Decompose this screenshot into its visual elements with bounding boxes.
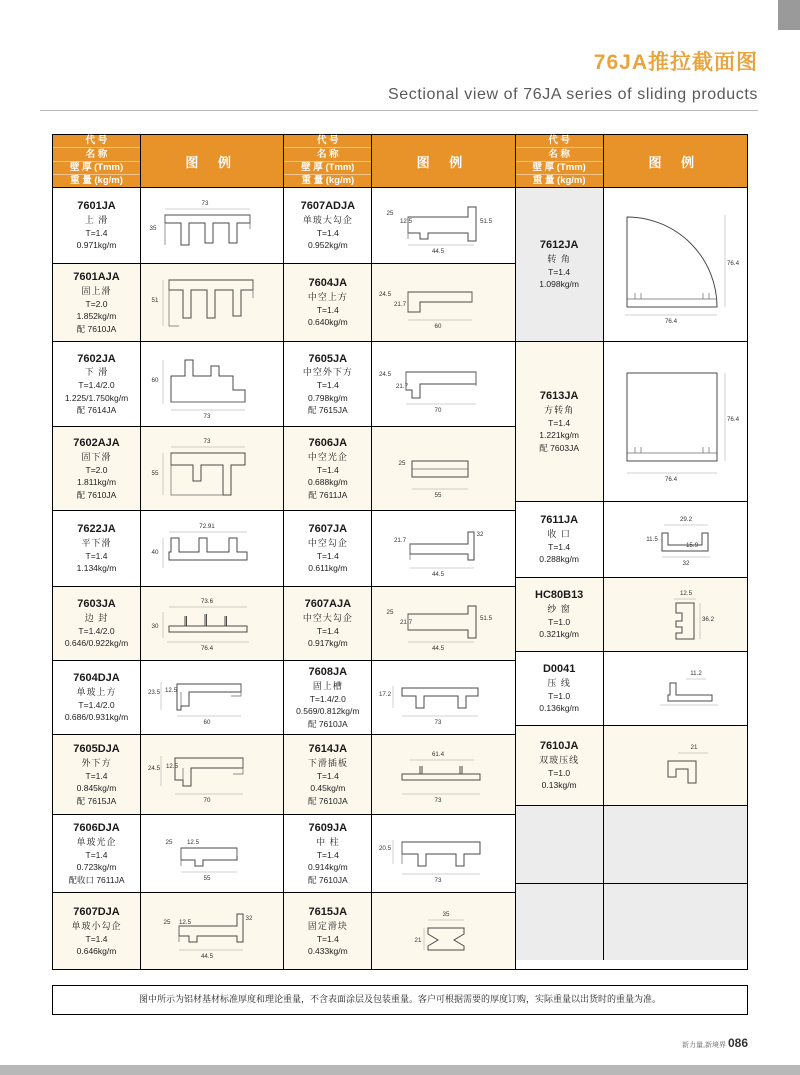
profile-name: 单玻光企 (76, 836, 117, 847)
svg-text:21: 21 (414, 937, 422, 944)
table-row (284, 735, 514, 815)
row-info (53, 342, 141, 426)
header-legend: 图 例 (372, 135, 514, 187)
profile-name: 固定滑块 (307, 920, 348, 931)
profile-match: 配 7610JA (307, 874, 348, 885)
profile-weight: 0.845kg/m (76, 783, 117, 794)
profile-weight: 0.646kg/m (76, 945, 117, 956)
profile-match: 配 7610JA (76, 489, 117, 500)
row-info (284, 511, 372, 586)
svg-text:11.5: 11.5 (646, 535, 658, 543)
profile-weight: 0.321kg/m (539, 629, 579, 640)
row-info (53, 188, 141, 263)
profile-figure (141, 735, 283, 814)
svg-text:44.5: 44.5 (431, 570, 445, 578)
row-info (53, 511, 141, 586)
profile-code: 7601AJA (73, 271, 120, 284)
profile-weight: 1.221kg/m (539, 430, 579, 441)
header-weight: 重 量 (kg/m) (70, 175, 123, 187)
svg-text:25: 25 (398, 459, 406, 467)
profile-code: 7602JA (77, 352, 116, 365)
profile-name: 外下方 (81, 757, 112, 768)
header-thickness: 壁 厚 (Tmm) (516, 162, 603, 175)
svg-text:15.9: 15.9 (685, 541, 698, 549)
svg-text:51: 51 (151, 296, 159, 304)
svg-text:40: 40 (151, 548, 159, 556)
profile-thickness: T=1.4 (316, 933, 339, 944)
profile-figure (604, 502, 747, 577)
svg-text:29.2: 29.2 (679, 515, 692, 523)
row-info (516, 578, 604, 651)
profile-thickness: T=1.4 (316, 770, 339, 781)
profile-thickness: T=1.4/2.0 (78, 700, 115, 711)
svg-text:60: 60 (151, 377, 159, 384)
profile-name: 中空外下方 (302, 367, 353, 378)
profile-name: 方转角 (544, 404, 575, 415)
profile-weight: 0.688kg/m (307, 477, 348, 488)
profile-name: 双玻压线 (539, 755, 580, 766)
footnote: 图中所示为铝材基材标准厚度和理论重量，不含表面涂层及包装重量。客户可根据需要的厚度订购，实际重量以出货时的重量为准。 (52, 985, 748, 1015)
profile-thickness: T=1.4 (316, 626, 339, 637)
table-row (516, 188, 747, 342)
profile-weight: 0.640kg/m (307, 317, 348, 328)
profile-thickness: T=1.4 (316, 464, 339, 475)
profile-figure (604, 188, 747, 341)
profile-code: D0041 (542, 663, 576, 676)
profile-code: 7615JA (308, 905, 348, 918)
profile-figure (141, 893, 283, 969)
profile-match: 配 7611JA (308, 489, 348, 500)
row-info (284, 893, 372, 969)
profile-name: 中空大勾企 (302, 613, 353, 624)
profile-code: 7611JA (540, 514, 579, 527)
profile-code: 7607JA (308, 523, 348, 536)
svg-text:24.5: 24.5 (378, 290, 392, 298)
table-row (284, 815, 514, 893)
svg-text:20.5: 20.5 (378, 844, 392, 852)
column-header (284, 135, 514, 188)
svg-text:23.5: 23.5 (147, 688, 160, 696)
profile-name: 收 口 (547, 529, 571, 540)
profile-thickness: T=1.0 (548, 617, 571, 628)
profile-weight: 0.611kg/m (308, 563, 348, 574)
profile-code: 7612JA (539, 239, 579, 252)
profile-thickness: T=1.4 (316, 305, 339, 316)
svg-text:12.5: 12.5 (399, 217, 413, 225)
profile-code: 7614JA (308, 743, 348, 756)
svg-text:55: 55 (203, 874, 211, 882)
row-info (516, 502, 604, 577)
profile-code: 7604JA (308, 277, 348, 290)
profile-name: 固上槽 (312, 680, 343, 691)
table-row (53, 342, 283, 427)
profile-weight: 1.225/1.750kg/m (64, 392, 129, 403)
profile-figure (372, 893, 514, 969)
profile-match: 配收口 7611JA (68, 874, 125, 885)
profile-thickness: T=2.0 (85, 298, 108, 309)
header-code: 代 号 (284, 135, 371, 148)
svg-text:25: 25 (165, 838, 173, 846)
profile-thickness: T=1.4 (85, 770, 108, 781)
profile-thickness: T=1.0 (548, 691, 571, 702)
profile-figure (372, 815, 514, 892)
svg-text:76.4: 76.4 (665, 317, 678, 325)
profile-code: 7606JA (308, 437, 348, 450)
profile-thickness: T=2.0 (85, 464, 108, 475)
profile-figure (604, 652, 747, 725)
profile-weight: 0.136kg/m (539, 703, 579, 714)
profile-thickness: T=1.4 (316, 228, 339, 239)
profile-weight: 1.098kg/m (539, 279, 579, 290)
header-thickness: 壁 厚 (Tmm) (53, 162, 140, 175)
profile-code: 7601JA (77, 200, 116, 213)
table-row (516, 652, 747, 726)
header-name: 名 称 (284, 148, 371, 161)
page-title-en: Sectional view of 76JA series of sliding products (387, 86, 758, 103)
row-info (284, 735, 372, 814)
profile-thickness: T=1.4 (85, 228, 108, 239)
table-row (284, 893, 514, 969)
header-thickness: 壁 厚 (Tmm) (284, 162, 371, 175)
profile-name: 固上滑 (81, 285, 112, 296)
svg-text:21.7: 21.7 (399, 618, 413, 626)
profile-weight: 0.569/0.812kg/m (296, 706, 360, 717)
table-row (284, 661, 514, 735)
profile-figure (141, 264, 283, 341)
row-info (284, 661, 372, 734)
table-row (53, 587, 283, 661)
header-weight: 重 量 (kg/m) (301, 175, 355, 187)
svg-text:51.5: 51.5 (479, 614, 493, 622)
row-info (53, 661, 141, 734)
profile-code: 7605JA (308, 352, 348, 365)
table-row (53, 661, 283, 735)
profile-name: 单玻大勾企 (302, 215, 353, 226)
svg-text:25: 25 (386, 608, 394, 616)
profile-figure (141, 342, 283, 426)
profile-figure (372, 587, 514, 660)
svg-text:32: 32 (476, 530, 484, 538)
table-row (284, 587, 514, 661)
svg-text:44.5: 44.5 (200, 953, 213, 960)
profile-code: 7607AJA (304, 598, 352, 611)
profile-code: 7607DJA (73, 905, 120, 918)
svg-text:60: 60 (203, 718, 211, 726)
svg-text:12.5: 12.5 (165, 762, 178, 770)
profile-figure (141, 511, 283, 586)
footer-bar (0, 1065, 800, 1075)
svg-text:12.5: 12.5 (164, 686, 177, 694)
row-info (53, 427, 141, 510)
row-info (516, 652, 604, 725)
profile-code: 7603JA (77, 598, 116, 611)
svg-text:73: 73 (434, 796, 442, 804)
profile-name: 固下滑 (81, 451, 112, 462)
svg-text:35: 35 (149, 224, 157, 232)
header-name: 名 称 (53, 148, 140, 161)
row-info (284, 815, 372, 892)
profile-figure (141, 661, 283, 734)
svg-text:25: 25 (163, 919, 171, 926)
table-row (516, 806, 747, 884)
table-column-3 (516, 135, 747, 969)
profile-thickness: T=1.4 (85, 551, 108, 562)
profile-name: 中空勾企 (307, 538, 348, 549)
table-row (53, 511, 283, 587)
row-info (53, 815, 141, 892)
header-labels (53, 135, 141, 187)
profile-weight: 0.971kg/m (76, 240, 117, 251)
profile-figure (372, 427, 514, 510)
header-labels (284, 135, 372, 187)
row-info (516, 884, 604, 960)
column-header (516, 135, 747, 188)
svg-text:55: 55 (434, 491, 442, 499)
table-row (53, 735, 283, 815)
profile-weight: 1.852kg/m (76, 311, 117, 322)
table-row (284, 188, 514, 264)
profile-match: 配 7615JA (76, 795, 117, 806)
svg-text:36.2: 36.2 (701, 615, 714, 623)
svg-text:44.5: 44.5 (431, 247, 445, 255)
profile-code: 7608JA (308, 666, 348, 679)
svg-text:12.5: 12.5 (186, 838, 199, 846)
profile-code: 7609JA (308, 822, 348, 835)
profile-thickness: T=1.4/2.0 (78, 626, 115, 637)
svg-text:70: 70 (434, 407, 442, 414)
svg-text:55: 55 (151, 469, 159, 477)
profile-figure (141, 815, 283, 892)
header-legend: 图 例 (141, 135, 283, 187)
profile-figure (372, 188, 514, 263)
svg-text:73: 73 (434, 876, 442, 884)
profile-name: 边 封 (84, 613, 109, 624)
row-info (53, 893, 141, 969)
profile-weight: 1.811kg/m (76, 477, 117, 488)
svg-text:70: 70 (203, 796, 211, 804)
profile-code: 7613JA (539, 390, 579, 403)
svg-text:21.7: 21.7 (393, 300, 407, 308)
profile-name: 上 滑 (84, 215, 109, 226)
table-row (284, 427, 514, 511)
svg-text:51.5: 51.5 (479, 217, 493, 225)
profile-code: 7605DJA (73, 743, 120, 756)
profile-thickness: T=1.4/2.0 (309, 693, 346, 704)
table-row (284, 264, 514, 342)
table-row (284, 511, 514, 587)
profile-figure (604, 884, 747, 960)
profile-weight: 0.646/0.922kg/m (64, 638, 129, 649)
svg-text:60: 60 (434, 322, 442, 330)
svg-text:11.2: 11.2 (690, 669, 702, 677)
profile-match: 配 7603JA (539, 442, 579, 453)
row-info (284, 342, 372, 426)
table-row (516, 502, 747, 578)
svg-text:32: 32 (682, 559, 690, 567)
row-info (516, 342, 604, 501)
profile-code: 7610JA (539, 740, 579, 753)
row-info (284, 427, 372, 510)
row-info (284, 587, 372, 660)
table-row (53, 188, 283, 264)
svg-text:32: 32 (245, 915, 253, 922)
profile-figure (141, 188, 283, 263)
svg-text:73: 73 (201, 199, 209, 207)
profile-figure (141, 587, 283, 660)
row-info (53, 735, 141, 814)
profile-match: 配 7610JA (76, 323, 117, 334)
row-info (516, 726, 604, 805)
svg-text:73.6: 73.6 (200, 597, 213, 605)
profile-match: 配 7615JA (307, 405, 348, 416)
page-title-cn: 76JA推拉截面图 (593, 51, 758, 74)
table-row (516, 578, 747, 652)
profile-weight: 0.952kg/m (307, 240, 348, 251)
profile-thickness: T=1.4 (548, 267, 571, 278)
profile-code: 7606DJA (73, 822, 120, 835)
svg-text:21: 21 (690, 743, 698, 751)
svg-text:24.5: 24.5 (378, 371, 392, 378)
svg-text:25: 25 (386, 209, 394, 217)
profile-figure (604, 806, 747, 883)
profile-figure (372, 342, 514, 426)
profile-thickness: T=1.4 (548, 542, 571, 553)
header-code: 代 号 (53, 135, 140, 148)
svg-text:72.91: 72.91 (198, 522, 215, 530)
svg-text:73: 73 (203, 437, 211, 445)
profile-figure (372, 511, 514, 586)
profile-code: 7604DJA (73, 672, 120, 685)
header-code: 代 号 (516, 135, 603, 148)
profile-thickness: T=1.0 (548, 768, 571, 779)
svg-text:44.5: 44.5 (431, 644, 445, 652)
svg-text:21.7: 21.7 (393, 536, 407, 544)
profile-name: 下 滑 (84, 367, 109, 378)
profile-thickness: T=1.4 (316, 551, 339, 562)
svg-text:35: 35 (442, 911, 450, 918)
row-info (516, 806, 604, 883)
profile-name: 中空上方 (307, 292, 348, 303)
table-row (53, 893, 283, 969)
profile-name: 转 角 (547, 254, 571, 265)
svg-text:12.5: 12.5 (679, 589, 692, 597)
svg-text:24.5: 24.5 (147, 764, 160, 772)
table-row (284, 342, 514, 427)
profile-match: 配 7610JA (307, 795, 348, 806)
profile-figure (604, 726, 747, 805)
page-footer (682, 1032, 748, 1050)
svg-text:76.4: 76.4 (665, 475, 678, 483)
row-info (516, 188, 604, 341)
profile-name: 中空光企 (307, 451, 348, 462)
svg-text:76.4: 76.4 (727, 415, 740, 423)
profile-name: 压 线 (547, 678, 571, 689)
profile-name: 单玻上方 (76, 687, 117, 698)
svg-text:12.5: 12.5 (178, 919, 191, 926)
profile-thickness: T=1.4/2.0 (78, 380, 115, 391)
profile-code: 7607ADJA (300, 200, 356, 213)
table-row (53, 815, 283, 893)
profile-thickness: T=1.4 (548, 417, 571, 428)
profile-weight: 0.45kg/m (310, 783, 346, 794)
profile-match: 配 7614JA (76, 405, 117, 416)
header-name: 名 称 (516, 148, 603, 161)
profile-thickness: T=1.4 (85, 933, 108, 944)
corner-mark (778, 0, 800, 30)
profile-weight: 0.13kg/m (541, 780, 577, 791)
profile-name: 平下滑 (81, 538, 112, 549)
row-info (53, 587, 141, 660)
profile-name: 中 柱 (316, 836, 340, 847)
profile-code: 7622JA (77, 523, 116, 536)
header-weight: 重 量 (kg/m) (532, 175, 586, 187)
table-row (516, 884, 747, 960)
table-column-2 (284, 135, 515, 969)
table-row (53, 264, 283, 342)
profile-match: 配 7610JA (307, 718, 348, 729)
svg-text:73: 73 (203, 413, 211, 420)
row-info (284, 264, 372, 341)
svg-text:61.4: 61.4 (431, 750, 445, 758)
row-info (284, 188, 372, 263)
header-legend: 图 例 (604, 135, 747, 187)
table-column-1 (53, 135, 284, 969)
svg-text:76.4: 76.4 (727, 259, 740, 267)
profile-weight: 0.433kg/m (307, 945, 348, 956)
profile-weight: 0.798kg/m (307, 392, 348, 403)
page-number: 086 (727, 1036, 748, 1050)
svg-text:17.2: 17.2 (378, 690, 392, 698)
profile-name: 纱 窗 (547, 604, 571, 615)
profile-thickness: T=1.4 (316, 380, 339, 391)
svg-text:76.4: 76.4 (200, 644, 213, 652)
profile-figure (604, 342, 747, 501)
svg-text:73: 73 (434, 718, 442, 726)
profile-weight: 0.914kg/m (307, 862, 348, 873)
table-row (53, 427, 283, 511)
profile-table (52, 134, 748, 970)
column-header (53, 135, 283, 188)
profile-weight: 1.134kg/m (76, 563, 117, 574)
profile-weight: 0.686/0.931kg/m (64, 712, 129, 723)
table-row (516, 726, 747, 806)
brand-text: 新力量,新境界 (682, 1042, 726, 1049)
profile-name: 下滑插板 (307, 757, 348, 768)
profile-figure (372, 264, 514, 341)
profile-code: 7602AJA (73, 437, 120, 450)
svg-text:21.7: 21.7 (395, 383, 409, 390)
row-info (53, 264, 141, 341)
profile-weight: 0.723kg/m (76, 862, 117, 873)
table-row (516, 342, 747, 502)
profile-thickness: T=1.4 (316, 849, 339, 860)
svg-text:30: 30 (151, 622, 159, 630)
header-divider (40, 110, 758, 111)
profile-weight: 0.288kg/m (539, 554, 579, 565)
profile-code: HC80B13 (535, 589, 584, 602)
header-labels (516, 135, 604, 187)
page-header (40, 46, 758, 104)
profile-thickness: T=1.4 (85, 849, 108, 860)
profile-figure (604, 578, 747, 651)
profile-name: 单玻小勾企 (71, 920, 122, 931)
profile-weight: 0.917kg/m (307, 638, 348, 649)
profile-figure (372, 735, 514, 814)
profile-figure (372, 661, 514, 734)
profile-figure (141, 427, 283, 510)
